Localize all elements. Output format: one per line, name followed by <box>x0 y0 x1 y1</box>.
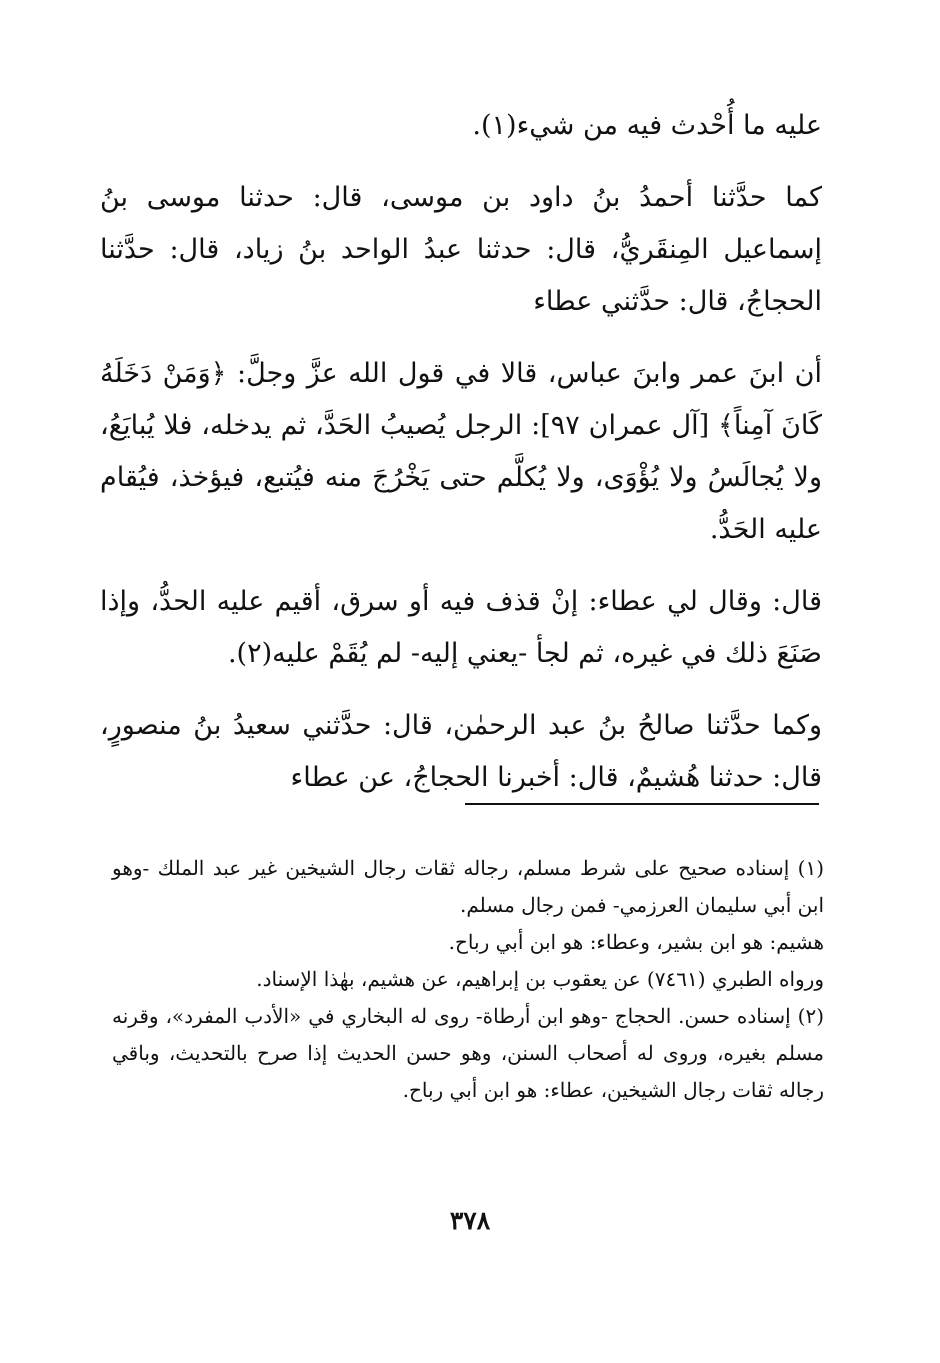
paragraph-4: قال: وقال لي عطاء: إنْ قذف فيه أو سرق، أقيم عليه الحدُّ، وإذا صَنَعَ ذلك في غيره، ثم لجأ -يعني إليه- لم يُقَمْ عليه(٢). <box>100 586 822 669</box>
footnote-1-note-b: ورواه الطبري (٧٤٦١) عن يعقوب بن إبراهيم، عن هشيم، بهٰذا الإسناد. <box>256 967 824 991</box>
paragraph-3: أن ابنَ عمر وابنَ عباس، قالا في قول الله عزَّ وجلَّ: ﴿وَمَنْ دَخَلَهُ كَانَ آمِناً﴾ [آل عمران ٩٧]: الرجل يُصيبُ الحَدَّ، ثم يدخله، فلا يُبايَعُ، ولا يُجالَسُ ولا يُؤْوَى، ولا يُكلَّم حتى يَخْرُجَ منه فيُتبع، فيؤخذ، فيُقام عليه الحَدُّ. <box>100 358 822 545</box>
footnotes <box>112 850 824 1109</box>
footnote-1-note-a: هشيم: هو ابن بشير، وعطاء: هو ابن أبي رباح. <box>448 930 824 954</box>
main-text <box>100 100 822 804</box>
footnote-separator <box>465 803 819 805</box>
paragraph-5: وكما حدَّثنا صالحُ بنُ عبد الرحمٰن، قال: حدَّثني سعيدُ بنُ منصورٍ، قال: حدثنا هُشيمٌ، قال: أخبرنا الحجاجُ، عن عطاء <box>100 710 822 793</box>
page-number: ٣٧٨ <box>449 1206 491 1235</box>
paragraph-2: كما حدَّثنا أحمدُ بنُ داود بن موسى، قال: حدثنا موسى بنُ إسماعيل المِنقَريُّ، قال: حدثنا عبدُ الواحد بنُ زياد، قال: حدَّثنا الحجاجُ، قال: حدَّثني عطاء <box>100 182 822 317</box>
footnote-1: (١) إسناده صحيح على شرط مسلم، رجاله ثقات رجال الشيخين غير عبد الملك -وهو ابن أبي سليمان العرزمي- فمن رجال مسلم. <box>112 856 824 917</box>
paragraph-1: عليه ما أُحْدث فيه من شيء(١). <box>472 110 822 141</box>
footnote-2: (٢) إسناده حسن. الحجاج -وهو ابن أرطاة- روى له البخاري في «الأدب المفرد»، وقرنه مسلم بغيره، وروى له أصحاب السنن، وهو حسن الحديث إذا صرح بالتحديث، وباقي رجاله ثقات رجال الشيخين، عطاء: هو ابن أبي رباح. <box>112 1004 824 1102</box>
